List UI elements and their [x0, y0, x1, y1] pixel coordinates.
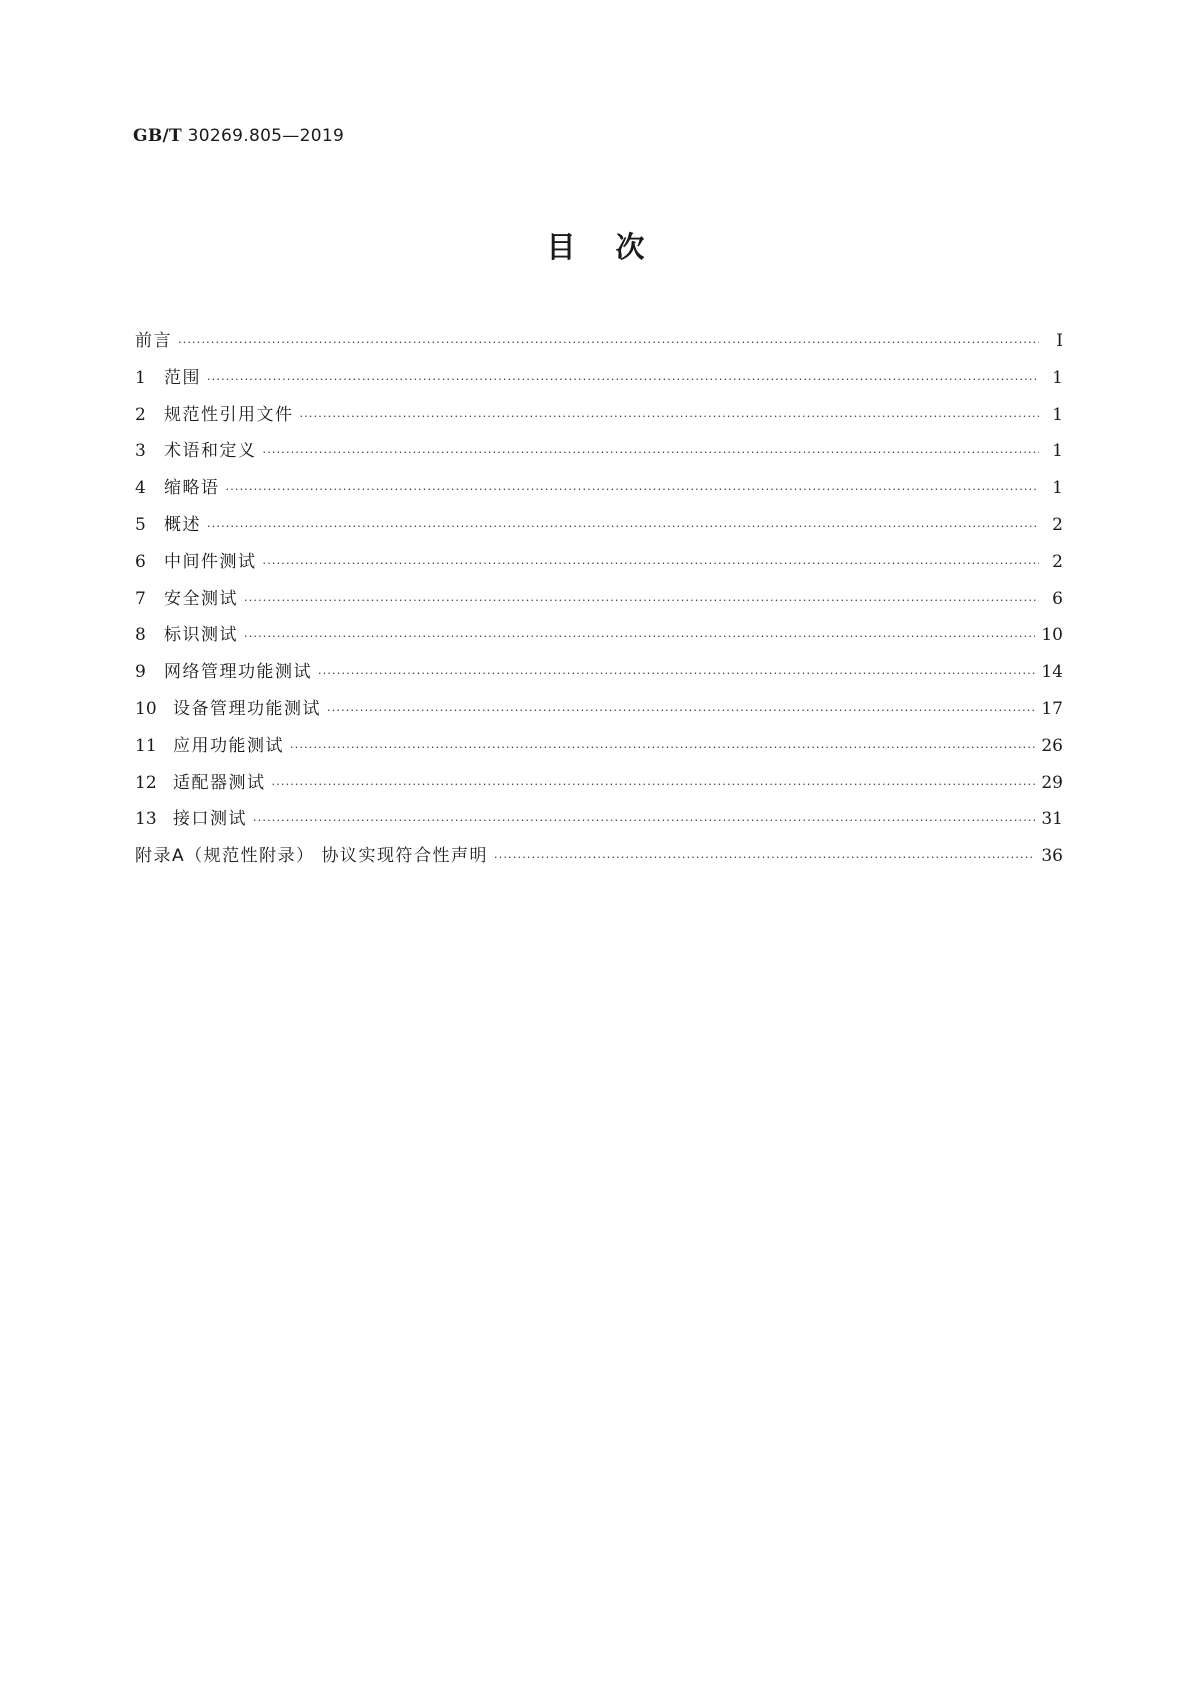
toc-entry[interactable]	[135, 694, 1063, 731]
toc-entry-page: 10	[1041, 625, 1063, 646]
toc-entry-label: 安全测试	[164, 588, 238, 609]
toc-entry-label: 范围	[164, 367, 201, 388]
toc-dot-leader	[290, 741, 1035, 754]
toc-dot-leader	[178, 336, 1039, 349]
toc-entry-number: 12	[135, 772, 157, 793]
toc-entry-number: 4	[135, 478, 146, 499]
toc-dot-leader	[244, 630, 1035, 643]
toc-entry-page: Ⅰ	[1056, 331, 1063, 351]
toc-entry-page: 1	[1052, 478, 1063, 499]
toc-entry[interactable]	[135, 841, 1063, 878]
toc-entry[interactable]	[135, 731, 1063, 768]
toc-entry-page: 31	[1041, 809, 1063, 830]
toc-entry-label: 接口测试	[173, 809, 247, 830]
toc-entry-label: 前言	[135, 331, 172, 351]
toc-entry-page: 6	[1052, 588, 1063, 609]
toc-entry-label: 概述	[164, 514, 201, 535]
standard-number: 30269.805—2019	[187, 126, 345, 146]
toc-dot-leader	[318, 667, 1035, 680]
toc-entry-page: 17	[1041, 698, 1063, 719]
toc-entry[interactable]	[135, 510, 1063, 547]
table-of-contents	[135, 326, 1063, 878]
toc-entry-label: 网络管理功能测试	[164, 662, 312, 683]
toc-entry-label: 附录A（规范性附录） 协议实现符合性声明	[135, 846, 489, 867]
toc-entry-page: 26	[1041, 735, 1063, 756]
toc-entry-number: 5	[135, 514, 146, 535]
toc-dot-leader	[244, 594, 1039, 607]
toc-entry-page: 14	[1041, 662, 1063, 683]
toc-entry-page: 36	[1041, 846, 1063, 867]
toc-entry-page: 1	[1052, 441, 1063, 462]
toc-entry[interactable]	[135, 363, 1063, 400]
toc-entry-number: 6	[135, 551, 146, 572]
toc-entry-label: 设备管理功能测试	[173, 698, 321, 719]
toc-entry-number: 7	[135, 588, 146, 609]
toc-entry-number: 2	[135, 404, 146, 425]
toc-entry[interactable]	[135, 657, 1063, 694]
toc-entry[interactable]	[135, 436, 1063, 473]
toc-entry-number: 11	[135, 735, 157, 756]
toc-entry-number: 3	[135, 441, 146, 462]
toc-entry-page: 1	[1052, 404, 1063, 425]
toc-dot-leader	[226, 483, 1040, 496]
toc-entry[interactable]	[135, 584, 1063, 621]
toc-entry-number: 9	[135, 662, 146, 683]
toc-entry-number: 10	[135, 698, 157, 719]
toc-entry[interactable]	[135, 620, 1063, 657]
toc-dot-leader	[253, 814, 1035, 827]
toc-entry-label: 术语和定义	[164, 441, 257, 462]
toc-entry[interactable]	[135, 473, 1063, 510]
toc-entry[interactable]	[135, 400, 1063, 437]
toc-dot-leader	[327, 704, 1035, 717]
toc-dot-leader	[207, 373, 1039, 386]
toc-entry-page: 29	[1041, 772, 1063, 793]
toc-entry[interactable]	[135, 804, 1063, 841]
toc-entry-label: 缩略语	[164, 478, 220, 499]
toc-entry-label: 中间件测试	[164, 551, 257, 572]
toc-entry-number: 8	[135, 625, 146, 646]
toc-entry-number: 1	[135, 367, 146, 388]
standard-code	[133, 126, 344, 146]
toc-entry[interactable]	[135, 326, 1063, 363]
toc-entry-label: 适配器测试	[173, 772, 266, 793]
toc-entry-number: 13	[135, 809, 157, 830]
toc-entry-label: 标识测试	[164, 625, 238, 646]
toc-dot-leader	[263, 557, 1040, 570]
toc-dot-leader	[494, 851, 1035, 864]
standard-prefix: GB/T	[133, 126, 182, 146]
toc-dot-leader	[207, 520, 1039, 533]
toc-entry[interactable]	[135, 547, 1063, 584]
toc-dot-leader	[272, 778, 1036, 791]
toc-dot-leader	[300, 410, 1040, 423]
page-title: 目次	[546, 230, 685, 264]
toc-entry-label: 规范性引用文件	[164, 404, 294, 425]
toc-entry[interactable]	[135, 768, 1063, 805]
toc-entry-page: 2	[1052, 514, 1063, 535]
toc-dot-leader	[263, 446, 1040, 459]
toc-entry-page: 2	[1052, 551, 1063, 572]
toc-entry-label: 应用功能测试	[173, 735, 284, 756]
toc-entry-page: 1	[1052, 367, 1063, 388]
